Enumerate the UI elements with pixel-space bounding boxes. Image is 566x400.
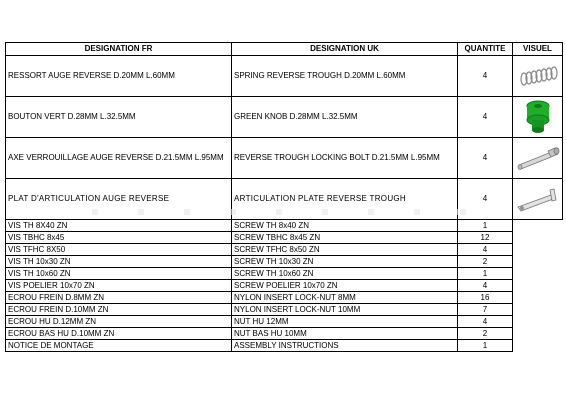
cell-qty: 1 xyxy=(458,268,513,280)
cell-fr: NOTICE DE MONTAGE xyxy=(6,340,232,352)
cell-uk: ARTICULATION PLATE REVERSE TROUGH xyxy=(232,179,458,220)
cell-uk: NYLON INSERT LOCK-NUT 8MM xyxy=(232,292,458,304)
cell-fr: VIS TH 10x60 ZN xyxy=(6,268,232,280)
cell-uk: NYLON INSERT LOCK-NUT 10MM xyxy=(232,304,458,316)
header-visuel: VISUEL xyxy=(513,43,563,56)
cell-fr: VIS TBHC 8x45 xyxy=(6,232,232,244)
scan-artifact xyxy=(70,209,490,215)
cell-qty: 4 xyxy=(458,56,513,97)
cell-fr: ECROU FREIN D.8MM ZN xyxy=(6,292,232,304)
cell-visuel xyxy=(513,97,563,138)
table-row xyxy=(6,292,563,304)
table-row xyxy=(6,256,563,268)
cell-uk: SCREW TH 8x40 ZN xyxy=(232,220,458,232)
table-row xyxy=(6,268,563,280)
cell-qty: 1 xyxy=(458,220,513,232)
table-row xyxy=(6,56,563,97)
cell-empty xyxy=(513,292,563,304)
cell-qty: 1 xyxy=(458,340,513,352)
table-row xyxy=(6,316,563,328)
table-row xyxy=(6,328,563,340)
cell-fr: VIS TFHC 8X50 xyxy=(6,244,232,256)
cell-empty xyxy=(513,268,563,280)
cell-fr: VIS TH 8X40 ZN xyxy=(6,220,232,232)
cell-uk: SCREW TH 10x30 ZN xyxy=(232,256,458,268)
cell-empty xyxy=(513,340,563,352)
header-designation-uk: DESIGNATION UK xyxy=(232,43,458,56)
cell-uk: SPRING REVERSE TROUGH D.20MM L.60MM xyxy=(232,56,458,97)
cell-qty: 12 xyxy=(458,232,513,244)
cell-empty xyxy=(513,220,563,232)
table-row xyxy=(6,304,563,316)
parts-table xyxy=(5,42,563,352)
plate-icon xyxy=(515,186,561,212)
table-row xyxy=(6,232,563,244)
cell-empty xyxy=(513,316,563,328)
cell-uk: SCREW TFHC 8x50 ZN xyxy=(232,244,458,256)
cell-qty: 4 xyxy=(458,179,513,220)
cell-qty: 4 xyxy=(458,280,513,292)
cell-empty xyxy=(513,328,563,340)
parts-list xyxy=(5,42,562,352)
cell-qty: 2 xyxy=(458,256,513,268)
cell-uk: SCREW TH 10x60 ZN xyxy=(232,268,458,280)
header-designation-fr: DESIGNATION FR xyxy=(6,43,232,56)
cell-uk: GREEN KNOB D.28MM L.32.5MM xyxy=(232,97,458,138)
cell-empty xyxy=(513,256,563,268)
cell-fr: VIS POELIER 10x70 ZN xyxy=(6,280,232,292)
cell-empty xyxy=(513,232,563,244)
table-row xyxy=(6,97,563,138)
cell-uk: REVERSE TROUGH LOCKING BOLT D.21.5MM L.95MM xyxy=(232,138,458,179)
table-row xyxy=(6,280,563,292)
table-row xyxy=(6,138,563,179)
cell-qty: 4 xyxy=(458,138,513,179)
cell-empty xyxy=(513,304,563,316)
cell-uk: NUT HU 12MM xyxy=(232,316,458,328)
cell-qty: 4 xyxy=(458,244,513,256)
header-row xyxy=(6,43,563,56)
cell-visuel xyxy=(513,138,563,179)
cell-qty: 7 xyxy=(458,304,513,316)
cell-uk: SCREW TBHC 8x45 ZN xyxy=(232,232,458,244)
spring-icon xyxy=(516,63,560,89)
cell-fr: ECROU FREIN D.10MM ZN xyxy=(6,304,232,316)
header-quantite: QUANTITE xyxy=(458,43,513,56)
green-knob-icon xyxy=(523,99,553,135)
cell-fr: BOUTON VERT D.28MM L.32.5MM xyxy=(6,97,232,138)
cell-fr: PLAT D'ARTICULATION AUGE REVERSE xyxy=(6,179,232,220)
cell-empty xyxy=(513,244,563,256)
cell-fr: RESSORT AUGE REVERSE D.20MM L.60MM xyxy=(6,56,232,97)
cell-uk: SCREW POELIER 10x70 ZN xyxy=(232,280,458,292)
cell-qty: 16 xyxy=(458,292,513,304)
cell-qty: 2 xyxy=(458,328,513,340)
cell-uk: NUT BAS HU 10MM xyxy=(232,328,458,340)
cell-visuel xyxy=(513,179,563,220)
table-row xyxy=(6,244,563,256)
cell-empty xyxy=(513,280,563,292)
cell-fr: AXE VERROUILLAGE AUGE REVERSE D.21.5MM L.95MM xyxy=(6,138,232,179)
bolt-icon xyxy=(515,145,561,171)
cell-uk: ASSEMBLY INSTRUCTIONS xyxy=(232,340,458,352)
cell-visuel xyxy=(513,56,563,97)
cell-qty: 4 xyxy=(458,97,513,138)
table-row xyxy=(6,220,563,232)
table-row xyxy=(6,340,563,352)
cell-fr: ECROU BAS HU D.10MM ZN xyxy=(6,328,232,340)
cell-fr: ECROU HU D.12MM ZN xyxy=(6,316,232,328)
cell-fr: VIS TH 10x30 ZN xyxy=(6,256,232,268)
cell-qty: 4 xyxy=(458,316,513,328)
